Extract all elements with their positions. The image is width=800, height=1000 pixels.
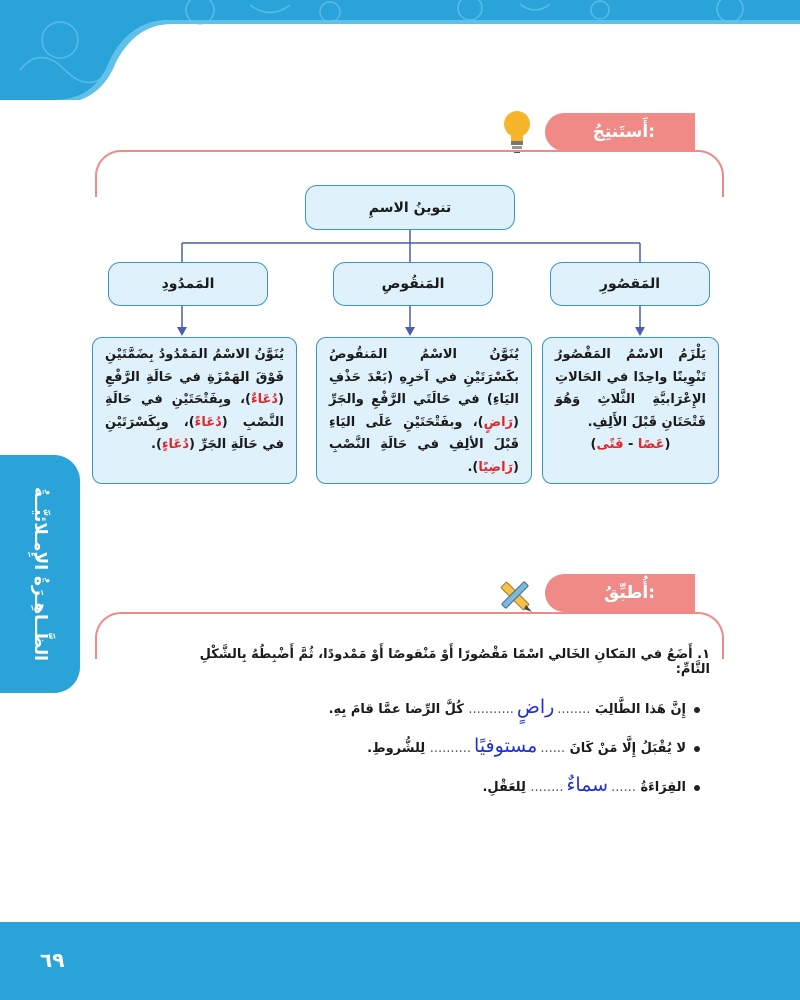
mamdud-text-part: )، وبِكَسْرَتَيْنِ في حَالَةِ الجَرِّ ( (105, 414, 284, 452)
paren: ) (590, 437, 597, 452)
conclude-heading-label: أَستَنتِجُ: (592, 122, 655, 142)
example-word: دُعَاءٌ (250, 392, 279, 407)
item-text-before: إِنَّ هَذا الطَّالِبَ (594, 702, 686, 717)
example-word: عَصًا (637, 437, 665, 452)
category-maqsur (550, 262, 710, 306)
example-word: رَاضٍ (483, 414, 514, 430)
exercise-item (250, 696, 700, 718)
mamdud-text-part: ). (151, 437, 162, 452)
separator: - (623, 437, 638, 452)
item-text-before: القِرَاءَةُ (640, 780, 686, 795)
tree-root-box (305, 185, 515, 230)
item-text-after: لِلشُّروطِ. (367, 741, 426, 756)
example-word: رَاضِيًا (478, 459, 514, 475)
page-number: ٦٩ (40, 948, 65, 972)
item-text-before: لا يُقْبَلُ إِلَّا مَنْ كَانَ (569, 741, 686, 756)
practice-heading-label: أُطبِّقُ: (604, 583, 655, 603)
item-text-after: كُلَّ الرِّضا عمَّا قامَ بِهِ. (328, 702, 464, 717)
manqus-text-part: يُنَوَّنُ الاسْمُ المَنقُوصُ بكَسْرَتَيْنِ في آخرِهِ (بَعْدَ حَذْفِ اليَاءِ) في حَالَتَي الرَّفْعِ والجَرِّ ( (329, 347, 519, 430)
example-word: دُعَاءً (194, 414, 222, 430)
blank-dots: ...... (540, 741, 566, 756)
paren: ( (664, 437, 671, 452)
example-word: دُعَاءٍ (161, 437, 189, 452)
exercise-instruction: ١. أَضَعُ في المَكانِ الخَالي اسْمًا مَقْصُورًا أَوْ مَنْقوصًا أَوْ مَمْدودًا، ثُمَّ أَضْبِطُهُ بِالشَّكْلِ التَّامِّ: (199, 647, 710, 677)
bullet-icon (694, 785, 700, 791)
mamdud-text-part: يُنَوَّنُ الاسْمُ المَمْدُودُ بِضَمَّتَيْنِ فَوْقَ الهَمْزَةِ في حَالَةِ الرَّفْعِ ( (105, 347, 284, 407)
manqus-text-part: ). (467, 459, 479, 475)
category-mamdud (108, 262, 268, 306)
blank-dots: ...... (611, 780, 636, 795)
exercise-item (250, 774, 700, 796)
category-mamdud-label: المَمدُودِ (161, 276, 215, 292)
chapter-side-tab-label: الظَّــاهِـرَةُ الإِمـلائيَّــةُ (30, 487, 51, 661)
item-text-after: لِلعَقْلِ. (482, 780, 526, 795)
maqsur-rule-box (542, 337, 719, 484)
category-maqsur-label: المَقصُورِ (599, 276, 661, 292)
category-manqus-label: المَنقُوصِ (381, 276, 445, 292)
footer-band (0, 922, 800, 1000)
maqsur-rule-text: يَلْزَمُ الاسْمُ المَقْصُورُ تَنْوِينًا واحِدًا في الحَالاتِ الإِعْرَابيَّةِ الثَّلاثِ وَهُوَ فَتْحَتَانِ قَبْلَ الأَلِفِ. (555, 347, 706, 430)
blank-dots: .......... (429, 741, 472, 756)
pencil-ruler-icon (495, 575, 535, 615)
blank-dots: ........... (468, 702, 514, 717)
chapter-side-tab (0, 455, 80, 693)
manqus-text-part: )، وبفَتْحَتَيْنِ عَلَى اليَاءِ قَبْلَ الألِفِ في حَالَةِ النَّصْبِ ( (329, 414, 519, 475)
exercise-item (250, 735, 700, 757)
mamdud-text-part: )، وبِفَتْحَتَيْنِ في حَالَةِ النَّصْبِ ( (105, 392, 284, 430)
mamdud-rule-box (92, 337, 297, 484)
bullet-icon (694, 746, 700, 752)
bullet-icon (694, 707, 700, 713)
manqus-rule-box (316, 337, 532, 484)
filled-answer[interactable]: سماءٌ (566, 774, 609, 796)
maqsur-examples (555, 434, 706, 457)
filled-answer[interactable]: راضٍ (516, 696, 555, 718)
example-word: فَتًى (596, 437, 624, 452)
practice-heading (545, 574, 695, 612)
blank-dots: ........ (530, 780, 564, 795)
conclude-heading (545, 113, 695, 151)
tree-root-label: تنوينُ الاسمِ (368, 199, 452, 216)
blank-dots: ........ (557, 702, 591, 717)
lightbulb-icon (500, 108, 534, 156)
category-manqus (333, 262, 493, 306)
filled-answer[interactable]: مستوفيًا (474, 735, 538, 757)
header-band (0, 0, 800, 100)
